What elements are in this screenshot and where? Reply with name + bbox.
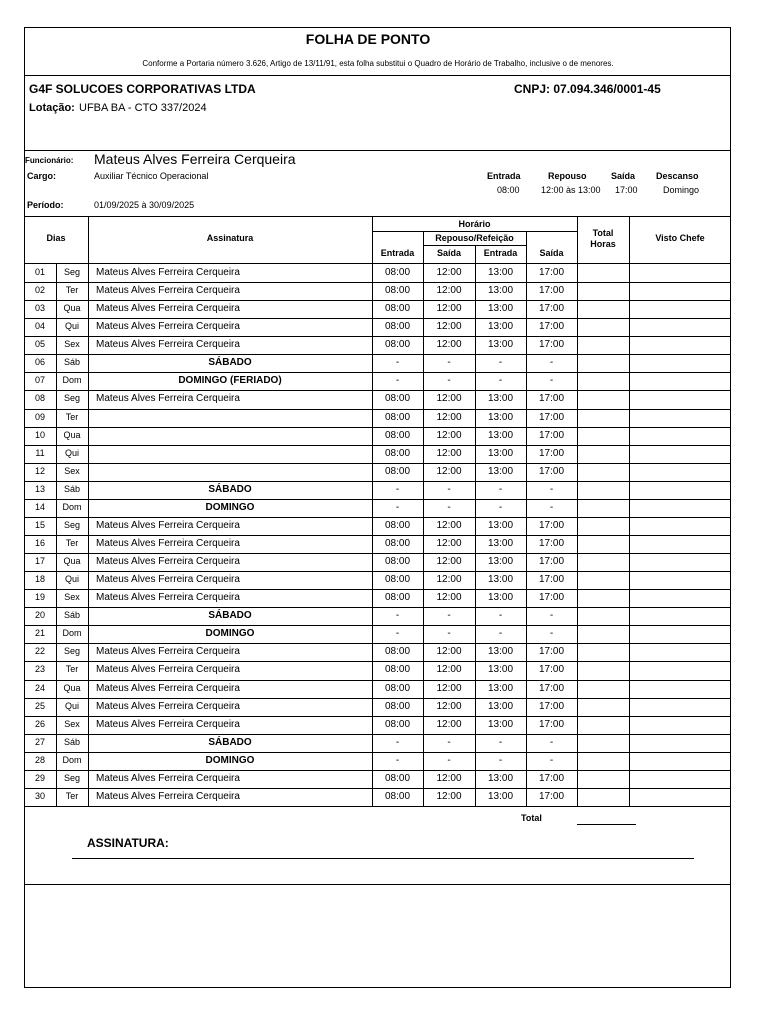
header-dias: Dias [46,233,66,243]
row-saida-repouso: 12:00 [436,267,462,278]
row-weekday: Qui [64,321,79,332]
row-divider [24,499,731,500]
row-saida: 17:00 [538,772,565,784]
row-entrada-repouso: 13:00 [487,321,514,333]
row-signature: Mateus Alves Ferreira Cerqueira [96,718,240,730]
row-weekday: Qui [64,447,79,458]
row-entrada-repouso: - [498,736,503,748]
row-divider [24,390,731,391]
row-entrada-repouso: 13:00 [487,447,514,459]
row-saida-repouso: - [447,754,451,766]
row-weekday: Seg [63,267,80,277]
row-signature: Mateus Alves Ferreira Cerqueira [96,592,240,604]
row-entrada: 08:00 [384,556,411,568]
row-day: 18 [34,574,45,585]
row-entrada: - [395,610,400,622]
funcionario-value: Mateus Alves Ferreira Cerqueira [94,151,296,167]
row-saida-repouso: 12:00 [436,285,462,297]
row-divider [24,336,731,337]
row-entrada: - [395,501,400,513]
row-saida-repouso: - [447,628,451,640]
row-entrada: 08:00 [384,519,411,531]
row-divider [24,734,731,735]
row-entrada: 08:00 [384,339,411,351]
row-day: 21 [34,628,45,639]
row-day-label: DOMINGO [205,501,255,513]
row-saida: - [549,736,554,748]
row-entrada-repouso: 13:00 [487,303,514,315]
row-day: 01 [34,267,45,277]
row-entrada: 08:00 [384,321,411,333]
row-signature: Mateus Alves Ferreira Cerqueira [96,664,240,676]
row-weekday: Qua [63,556,81,567]
row-entrada-repouso: - [498,628,503,640]
row-weekday: Sex [64,592,80,603]
row-weekday: Dom [62,628,82,639]
row-saida-repouso: 12:00 [436,447,462,459]
row-divider [24,698,731,699]
row-divider [24,409,731,410]
company-name: G4F SOLUCOES CORPORATIVAS LTDA [29,82,256,96]
row-signature: Mateus Alves Ferreira Cerqueira [96,556,240,568]
row-divider [24,661,731,662]
row-entrada: 08:00 [384,682,411,694]
row-weekday: Ter [65,790,79,801]
row-saida-repouso: - [447,483,451,495]
row-entrada: 08:00 [384,574,411,586]
row-signature: Mateus Alves Ferreira Cerqueira [96,646,240,658]
row-saida-repouso: 12:00 [436,556,462,568]
row-entrada: 08:00 [384,664,411,676]
row-entrada: 08:00 [384,411,411,423]
row-saida: - [549,754,554,766]
horario-divider [372,231,577,232]
row-saida: 17:00 [538,429,565,441]
row-divider [24,372,731,373]
row-saida-repouso: 12:00 [436,465,462,477]
header-saida-repouso: Saída [436,248,461,258]
row-entrada-repouso: 13:00 [487,465,514,477]
schedule-entrada-value: 08:00 [497,185,520,195]
row-day: 28 [34,754,45,765]
row-saida-repouso: 12:00 [436,574,462,586]
row-divider [24,589,731,590]
cnpj: CNPJ: 07.094.346/0001-45 [514,82,661,96]
signature-line [72,858,694,859]
row-day-label: SÁBADO [208,483,252,495]
row-day: 15 [34,519,45,530]
row-divider [24,607,731,608]
row-signature: Mateus Alves Ferreira Cerqueira [96,339,240,351]
row-divider [24,553,731,554]
header-repouso-refeicao: Repouso/Refeição [435,233,514,243]
row-entrada: 08:00 [384,790,411,802]
row-weekday: Seg [63,646,80,657]
row-saida: 17:00 [538,303,565,315]
row-entrada: - [395,357,400,369]
row-saida-repouso: 12:00 [436,772,462,784]
header-entrada: Entrada [380,248,415,258]
row-entrada: 08:00 [384,285,411,297]
periodo-label: Período: [27,200,64,210]
row-saida: 17:00 [538,519,565,531]
row-saida: 17:00 [538,700,565,712]
row-weekday: Sex [64,718,80,729]
row-entrada-repouso: 13:00 [487,519,514,531]
row-weekday: Dom [62,375,82,386]
row-weekday: Ter [65,664,79,675]
row-day: 14 [34,501,45,512]
total-label: Total [521,813,542,823]
row-signature: Mateus Alves Ferreira Cerqueira [96,393,240,405]
row-entrada: 08:00 [384,303,411,315]
row-entrada: - [395,483,400,495]
row-saida-repouso: - [447,610,451,622]
row-entrada: 08:00 [384,700,411,712]
row-entrada-repouso: 13:00 [487,772,514,784]
row-saida-repouso: - [447,357,451,369]
row-saida: 17:00 [538,339,565,351]
row-day: 04 [34,321,45,332]
table-top-border [24,216,731,217]
row-divider [24,318,731,319]
row-signature: Mateus Alves Ferreira Cerqueira [96,574,240,586]
row-day: 26 [34,718,45,729]
header-visto-chefe: Visto Chefe [655,233,705,243]
row-weekday: Qua [63,682,81,693]
row-entrada: 08:00 [384,465,411,477]
row-saida-repouso: 12:00 [436,700,462,712]
row-saida-repouso: 12:00 [436,429,462,441]
row-divider [24,571,731,572]
row-saida-repouso: 12:00 [436,519,462,531]
row-weekday: Seg [63,519,80,530]
signature-label: ASSINATURA: [87,836,169,850]
row-saida: 17:00 [538,393,565,405]
row-divider [24,282,731,283]
footer-divider [24,884,731,885]
row-entrada-repouso: - [498,754,503,766]
row-saida-repouso: 12:00 [436,682,462,694]
row-entrada: 08:00 [384,592,411,604]
row-day: 23 [34,664,45,675]
total-line [577,824,636,825]
row-day: 12 [34,465,45,476]
row-entrada-repouso: 13:00 [487,592,514,604]
row-saida-repouso: 12:00 [436,592,462,604]
row-saida-repouso: - [447,375,451,387]
row-day: 10 [34,429,45,440]
row-saida: 17:00 [538,411,565,423]
row-saida: 17:00 [538,538,565,549]
row-entrada-repouso: 13:00 [487,267,514,278]
col-line-saida [577,216,578,806]
row-day: 30 [34,790,45,801]
row-saida-repouso: 12:00 [436,790,462,802]
cargo-value: Auxiliar Técnico Operacional [94,171,209,181]
row-day: 06 [34,357,45,368]
row-entrada-repouso: 13:00 [487,664,514,676]
row-signature: Mateus Alves Ferreira Cerqueira [96,321,240,333]
row-divider [24,463,731,464]
row-saida: - [549,501,554,513]
row-weekday: Dom [62,501,82,512]
row-entrada: 08:00 [384,538,411,549]
row-saida: - [549,483,554,495]
row-saida: 17:00 [538,285,565,297]
row-divider [24,625,731,626]
row-day: 03 [34,303,45,314]
row-entrada-repouso: - [498,357,503,369]
row-entrada-repouso: 13:00 [487,556,514,568]
row-weekday: Seg [63,393,80,404]
row-day: 17 [34,556,45,567]
row-entrada: - [395,754,400,766]
row-saida: - [549,628,554,640]
row-divider [24,517,731,518]
schedule-saida-value: 17:00 [615,185,638,195]
row-saida: 17:00 [538,321,565,333]
row-divider [24,481,731,482]
row-entrada-repouso: 13:00 [487,700,514,712]
row-day-label: SÁBADO [208,610,252,622]
schedule-descanso-value: Domingo [663,185,700,195]
row-signature: Mateus Alves Ferreira Cerqueira [96,700,240,712]
row-saida: - [549,375,554,387]
page-title: FOLHA DE PONTO [305,31,431,47]
row-entrada-repouso: - [498,501,503,513]
row-weekday: Qua [63,303,81,314]
row-entrada: 08:00 [384,772,411,784]
row-saida: 17:00 [538,465,565,477]
row-divider [24,752,731,753]
row-entrada-repouso: - [498,610,503,622]
schedule-repouso-label: Repouso [548,171,587,181]
row-divider [24,716,731,717]
schedule-repouso-value: 12:00 às 13:00 [541,185,601,195]
funcionario-label: Funcionário: [25,156,74,165]
row-divider [24,427,731,428]
row-entrada-repouso: - [498,375,503,387]
row-saida: 17:00 [538,718,565,730]
row-saida-repouso: 12:00 [436,339,462,351]
cargo-label: Cargo: [27,171,56,181]
row-day-label: SÁBADO [208,736,252,748]
row-divider [24,643,731,644]
row-saida: 17:00 [538,790,565,802]
row-weekday: Sáb [63,610,80,621]
row-divider [24,445,731,446]
header-saida: Saída [539,248,564,258]
row-signature: Mateus Alves Ferreira Cerqueira [96,790,240,802]
row-day: 22 [34,646,45,657]
row-entrada: 08:00 [384,429,411,441]
row-day: 11 [35,447,45,458]
row-day-label: DOMINGO [205,754,255,766]
row-saida: 17:00 [538,646,565,658]
row-divider [24,680,731,681]
row-entrada-repouso: 13:00 [487,538,514,549]
row-entrada-repouso: 13:00 [487,682,514,694]
row-saida: 17:00 [538,267,565,278]
schedule-saida-label: Saída [611,171,636,181]
row-entrada-repouso: - [498,483,503,495]
row-signature: Mateus Alves Ferreira Cerqueira [96,285,240,297]
row-day: 19 [34,592,45,603]
row-entrada: 08:00 [384,393,411,405]
row-saida: - [549,357,554,369]
row-saida-repouso: 12:00 [436,718,462,730]
row-divider [24,354,731,355]
row-day: 13 [34,483,45,494]
row-signature: Mateus Alves Ferreira Cerqueira [96,682,240,694]
row-divider [24,300,731,301]
row-saida: 17:00 [538,556,565,568]
schedule-descanso-label: Descanso [656,171,699,181]
row-saida-repouso: - [447,501,451,513]
schedule-entrada-label: Entrada [487,171,521,181]
row-entrada: - [395,375,400,387]
row-saida: 17:00 [538,682,565,694]
row-entrada: - [395,628,400,640]
row-day: 16 [34,538,45,548]
row-weekday: Ter [65,538,79,548]
row-entrada: 08:00 [384,447,411,459]
row-signature: Mateus Alves Ferreira Cerqueira [96,538,240,549]
row-day: 25 [34,700,45,711]
row-weekday: Ter [65,411,79,422]
row-saida-repouso: 12:00 [436,303,462,315]
row-saida-repouso: 12:00 [436,664,462,676]
header-assinatura: Assinatura [206,233,254,243]
row-entrada-repouso: 13:00 [487,574,514,586]
row-saida-repouso: 12:00 [436,393,462,405]
col-line-total [629,216,630,806]
header-divider [24,75,731,76]
row-signature: Mateus Alves Ferreira Cerqueira [96,772,240,784]
row-day-label: SÁBADO [208,357,252,369]
row-saida-repouso: 12:00 [436,538,462,549]
row-entrada-repouso: 13:00 [487,429,514,441]
row-entrada-repouso: 13:00 [487,646,514,658]
row-saida-repouso: 12:00 [436,646,462,658]
lotacao-label: Lotação: [29,102,75,114]
row-divider [24,770,731,771]
row-entrada: - [395,736,400,748]
row-weekday: Dom [62,754,82,765]
row-signature: Mateus Alves Ferreira Cerqueira [96,519,240,531]
row-day: 02 [34,285,45,296]
row-saida: - [549,610,554,622]
row-saida: 17:00 [538,592,565,604]
row-weekday: Qui [64,700,79,711]
row-day: 29 [34,772,45,783]
header-horario: Horário [458,219,491,229]
row-entrada: 08:00 [384,267,411,278]
row-entrada: 08:00 [384,646,411,658]
row-weekday: Sáb [63,736,80,747]
row-weekday: Sex [64,339,80,350]
row-day: 05 [34,339,45,350]
row-saida-repouso: - [447,736,451,748]
header-entrada-repouso: Entrada [483,248,518,258]
row-entrada-repouso: 13:00 [487,718,514,730]
row-divider [24,788,731,789]
row-entrada-repouso: 13:00 [487,285,514,297]
row-day: 09 [34,411,45,422]
page-subtitle: Conforme a Portaria número 3.626, Artigo de 13/11/91, esta folha substitui o Quadro de Horário de Trabalho, inclusive o de menores. [142,59,614,68]
row-entrada-repouso: 13:00 [487,339,514,351]
header-total-horas: Total Horas [590,228,616,249]
row-entrada-repouso: 13:00 [487,790,514,802]
row-day-label: DOMINGO [205,628,255,640]
row-saida: 17:00 [538,574,565,586]
table-bottom-border [24,806,731,807]
row-weekday: Qui [64,574,79,585]
row-divider [24,535,731,536]
row-signature: Mateus Alves Ferreira Cerqueira [96,267,240,278]
row-saida: 17:00 [538,447,565,459]
row-entrada-repouso: 13:00 [487,411,514,423]
row-saida-repouso: 12:00 [436,321,462,333]
row-weekday: Sáb [63,357,80,368]
row-day: 24 [34,682,45,693]
row-day: 08 [34,393,45,404]
row-entrada: 08:00 [384,718,411,730]
row-day: 27 [34,736,45,747]
row-day: 20 [34,610,45,621]
row-weekday: Seg [63,772,80,783]
row-weekday: Qua [63,429,81,440]
periodo-value: 01/09/2025 à 30/09/2025 [94,200,195,210]
row-saida-repouso: 12:00 [436,411,462,423]
table-header-bottom [24,263,731,264]
row-saida: 17:00 [538,664,565,676]
row-day: 07 [34,375,45,386]
row-weekday: Ter [65,285,79,296]
lotacao-value: UFBA BA - CTO 337/2024 [79,102,207,114]
row-entrada-repouso: 13:00 [487,393,514,405]
row-weekday: Sex [64,465,80,476]
row-weekday: Sáb [63,483,80,494]
row-signature: Mateus Alves Ferreira Cerqueira [96,303,240,315]
row-day-label: DOMINGO (FERIADO) [178,375,282,387]
